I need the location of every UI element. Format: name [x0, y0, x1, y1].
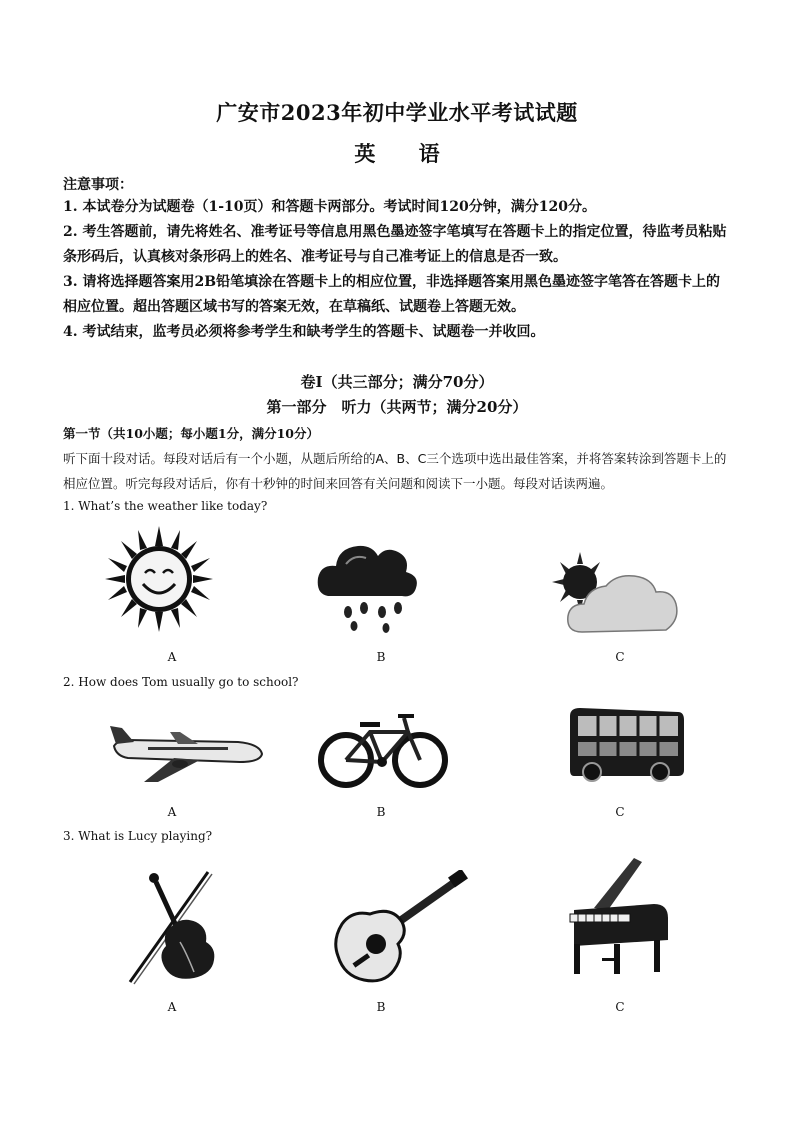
question-1-text: 1. What’s the weather like today? — [63, 499, 268, 513]
notice-item-2: 2. 考生答题前，请先将姓名、准考证号等信息用黑色墨迹签字笔填写在答题卡上的指定位置，待监考员粘贴条形码后，认真核对条形码上的姓名、准考证号与自己准考证上的信息是否一致。 — [63, 224, 727, 265]
notice-item-3: 3. 请将选择题答案用2B铅笔填涂在答题卡上的相应位置，非选择题答案用黑色墨迹签字笔答在答题卡上的相应位置。超出答题区域书写的答案无效，在草稿纸、试题卷上答题无效。 — [63, 274, 721, 315]
notice-item-4: 4. 考试结束，监考员必须将参考学生和缺考学生的答题卡、试题卷一并收回。 — [63, 324, 545, 340]
q1-option-b[interactable]: B — [376, 650, 386, 664]
q1-option-c[interactable]: C — [615, 650, 625, 664]
piano-icon — [564, 854, 674, 982]
guitar-icon — [330, 870, 468, 984]
q3-option-c[interactable]: C — [615, 1000, 625, 1014]
airplane-icon — [108, 718, 264, 784]
question-3-text: 3. What is Lucy playing? — [63, 829, 213, 843]
bus-icon — [564, 706, 686, 786]
q2-option-a[interactable]: A — [167, 805, 177, 819]
question-2-text: 2. How does Tom usually go to school? — [63, 675, 299, 689]
exam-title: 广安市2023年初中学业水平考试试题 — [216, 100, 578, 125]
partly-cloudy-icon — [552, 552, 690, 638]
q3-option-a[interactable]: A — [167, 1000, 177, 1014]
q3-option-b[interactable]: B — [376, 1000, 386, 1014]
sun-icon — [105, 526, 213, 632]
q2-option-c[interactable]: C — [615, 805, 625, 819]
volume-heading: 卷Ⅰ（共三部分；满分70分） — [300, 373, 494, 391]
q2-option-b[interactable]: B — [376, 805, 386, 819]
q1-option-a[interactable]: A — [167, 650, 177, 664]
bicycle-icon — [318, 708, 448, 790]
rain-cloud-icon — [316, 534, 418, 634]
part-heading: 第一部分 听力（共两节；满分20分） — [266, 398, 528, 416]
violin-icon — [120, 868, 236, 986]
notice-heading: 注意事项： — [63, 177, 133, 193]
section-heading: 第一节（共10小题；每小题1分，满分10分） — [63, 426, 319, 441]
notice-item-1: 1. 本试卷分为试题卷（1-10页）和答题卡两部分。考试时间120分钟，满分120分。 — [63, 199, 596, 215]
listening-instructions: 听下面十段对话。每段对话后有一个小题，从题后所给的A、B、C三个选项中选出最佳答案，并将答案转涂到答题卡上的相应位置。听完每段对话后，你有十秒钟的时间来回答有关问题和阅读下一小题。每段对话读两遍。 — [63, 451, 727, 491]
subject-title: 英 语 — [354, 141, 458, 166]
